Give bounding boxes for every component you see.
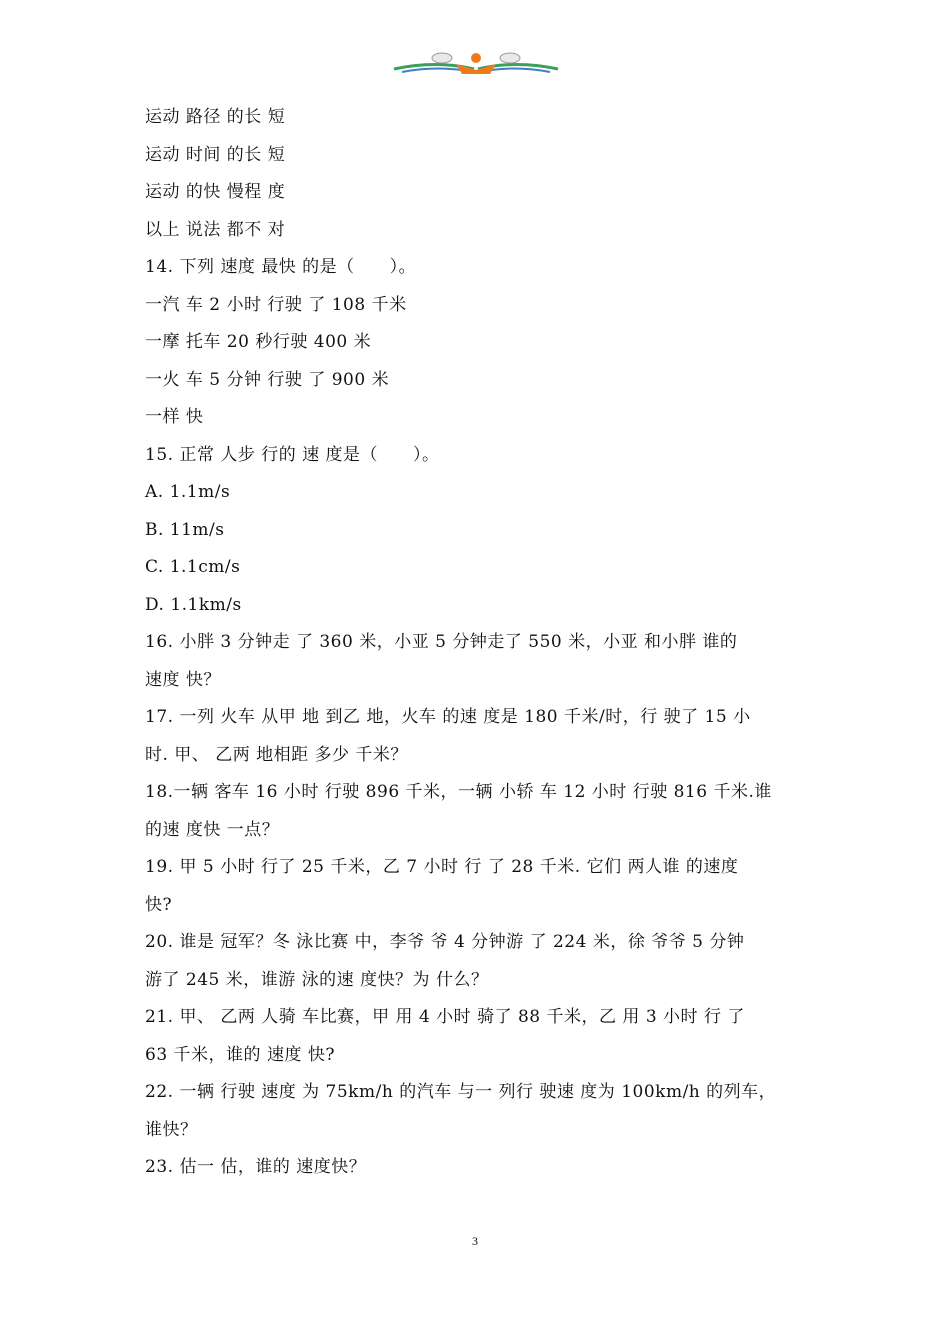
option-c: C. 1.1cm/s <box>145 557 241 577</box>
question-21-cont: 63 千米，谁的 速度 快? <box>145 1044 335 1065</box>
question-19-cont: 快? <box>145 894 173 915</box>
question-14: 14. 下列 速度 最快 的是（ ）。 <box>145 257 417 277</box>
question-15: 15. 正常 人步 行的 速 度是（ ）。 <box>145 444 440 465</box>
question-23: 23. 估一 估，谁的 速度快？ <box>145 1157 367 1177</box>
question-17-cont: 时. 甲、 乙两 地相距 多少 千米？ <box>145 744 408 765</box>
option-line: 一火 车 5 分钟 行驶 了 900 米 <box>145 369 390 390</box>
option-d: D. 1.1km/s <box>145 594 242 615</box>
option-line: 以上 说法 都不 对 <box>145 219 286 240</box>
question-16: 16. 小胖 3 分钟走 了 360 米，小亚 5 分钟走了 550 米，小亚 和小胖 谁的 <box>145 632 738 652</box>
question-18-cont: 的速 度快 一点？ <box>145 819 280 840</box>
question-21: 21. 甲、 乙两 人骑 车比赛，甲 用 4 小时 骑了 88 千米，乙 用 3 小时 行 了 <box>145 1007 745 1027</box>
page-number: 3 <box>472 1234 478 1248</box>
header-logo <box>386 50 566 76</box>
question-17: 17. 一列 火车 从甲 地 到乙 地，火车 的速 度是 180 千米/时，行 驶了 15 小 <box>145 707 751 727</box>
option-line: 运动 的快 慢程 度 <box>145 182 286 202</box>
question-22: 22. 一辆 行驶 速度 为 75km/h 的汽车 与一 列行 驶速 度为 100km/h 的列车， <box>145 1082 777 1102</box>
option-line: 一摩 托车 20 秒行驶 400 米 <box>145 332 372 352</box>
option-line: 一样 快 <box>145 407 204 427</box>
option-line: 运动 时间 的长 短 <box>145 144 286 165</box>
question-16-cont: 速度 快？ <box>145 669 221 690</box>
book-logo-icon <box>386 50 566 76</box>
option-b: B. 11m/s <box>145 519 225 540</box>
question-18: 18.一辆 客车 16 小时 行驶 896 千米，一辆 小轿 车 12 小时 行驶 816 千米.谁 <box>145 782 772 802</box>
question-19: 19. 甲 5 小时 行了 25 千米，乙 7 小时 行 了 28 千米. 它们 两人谁 的速度 <box>145 857 739 877</box>
option-line: 一汽 车 2 小时 行驶 了 108 千米 <box>145 294 407 315</box>
question-20-cont: 游了 245 米，谁游 泳的速 度快？为 什么？ <box>145 969 489 990</box>
question-22-cont: 谁快？ <box>145 1119 198 1140</box>
question-20: 20. 谁是 冠军？冬 泳比赛 中，李爷 爷 4 分钟游 了 224 米，徐 爷爷 5 分钟 <box>145 932 745 952</box>
question-text <box>145 99 810 1187</box>
option-line: 运动 路径 的长 短 <box>145 107 286 127</box>
option-a: A. 1.1m/s <box>145 482 231 502</box>
